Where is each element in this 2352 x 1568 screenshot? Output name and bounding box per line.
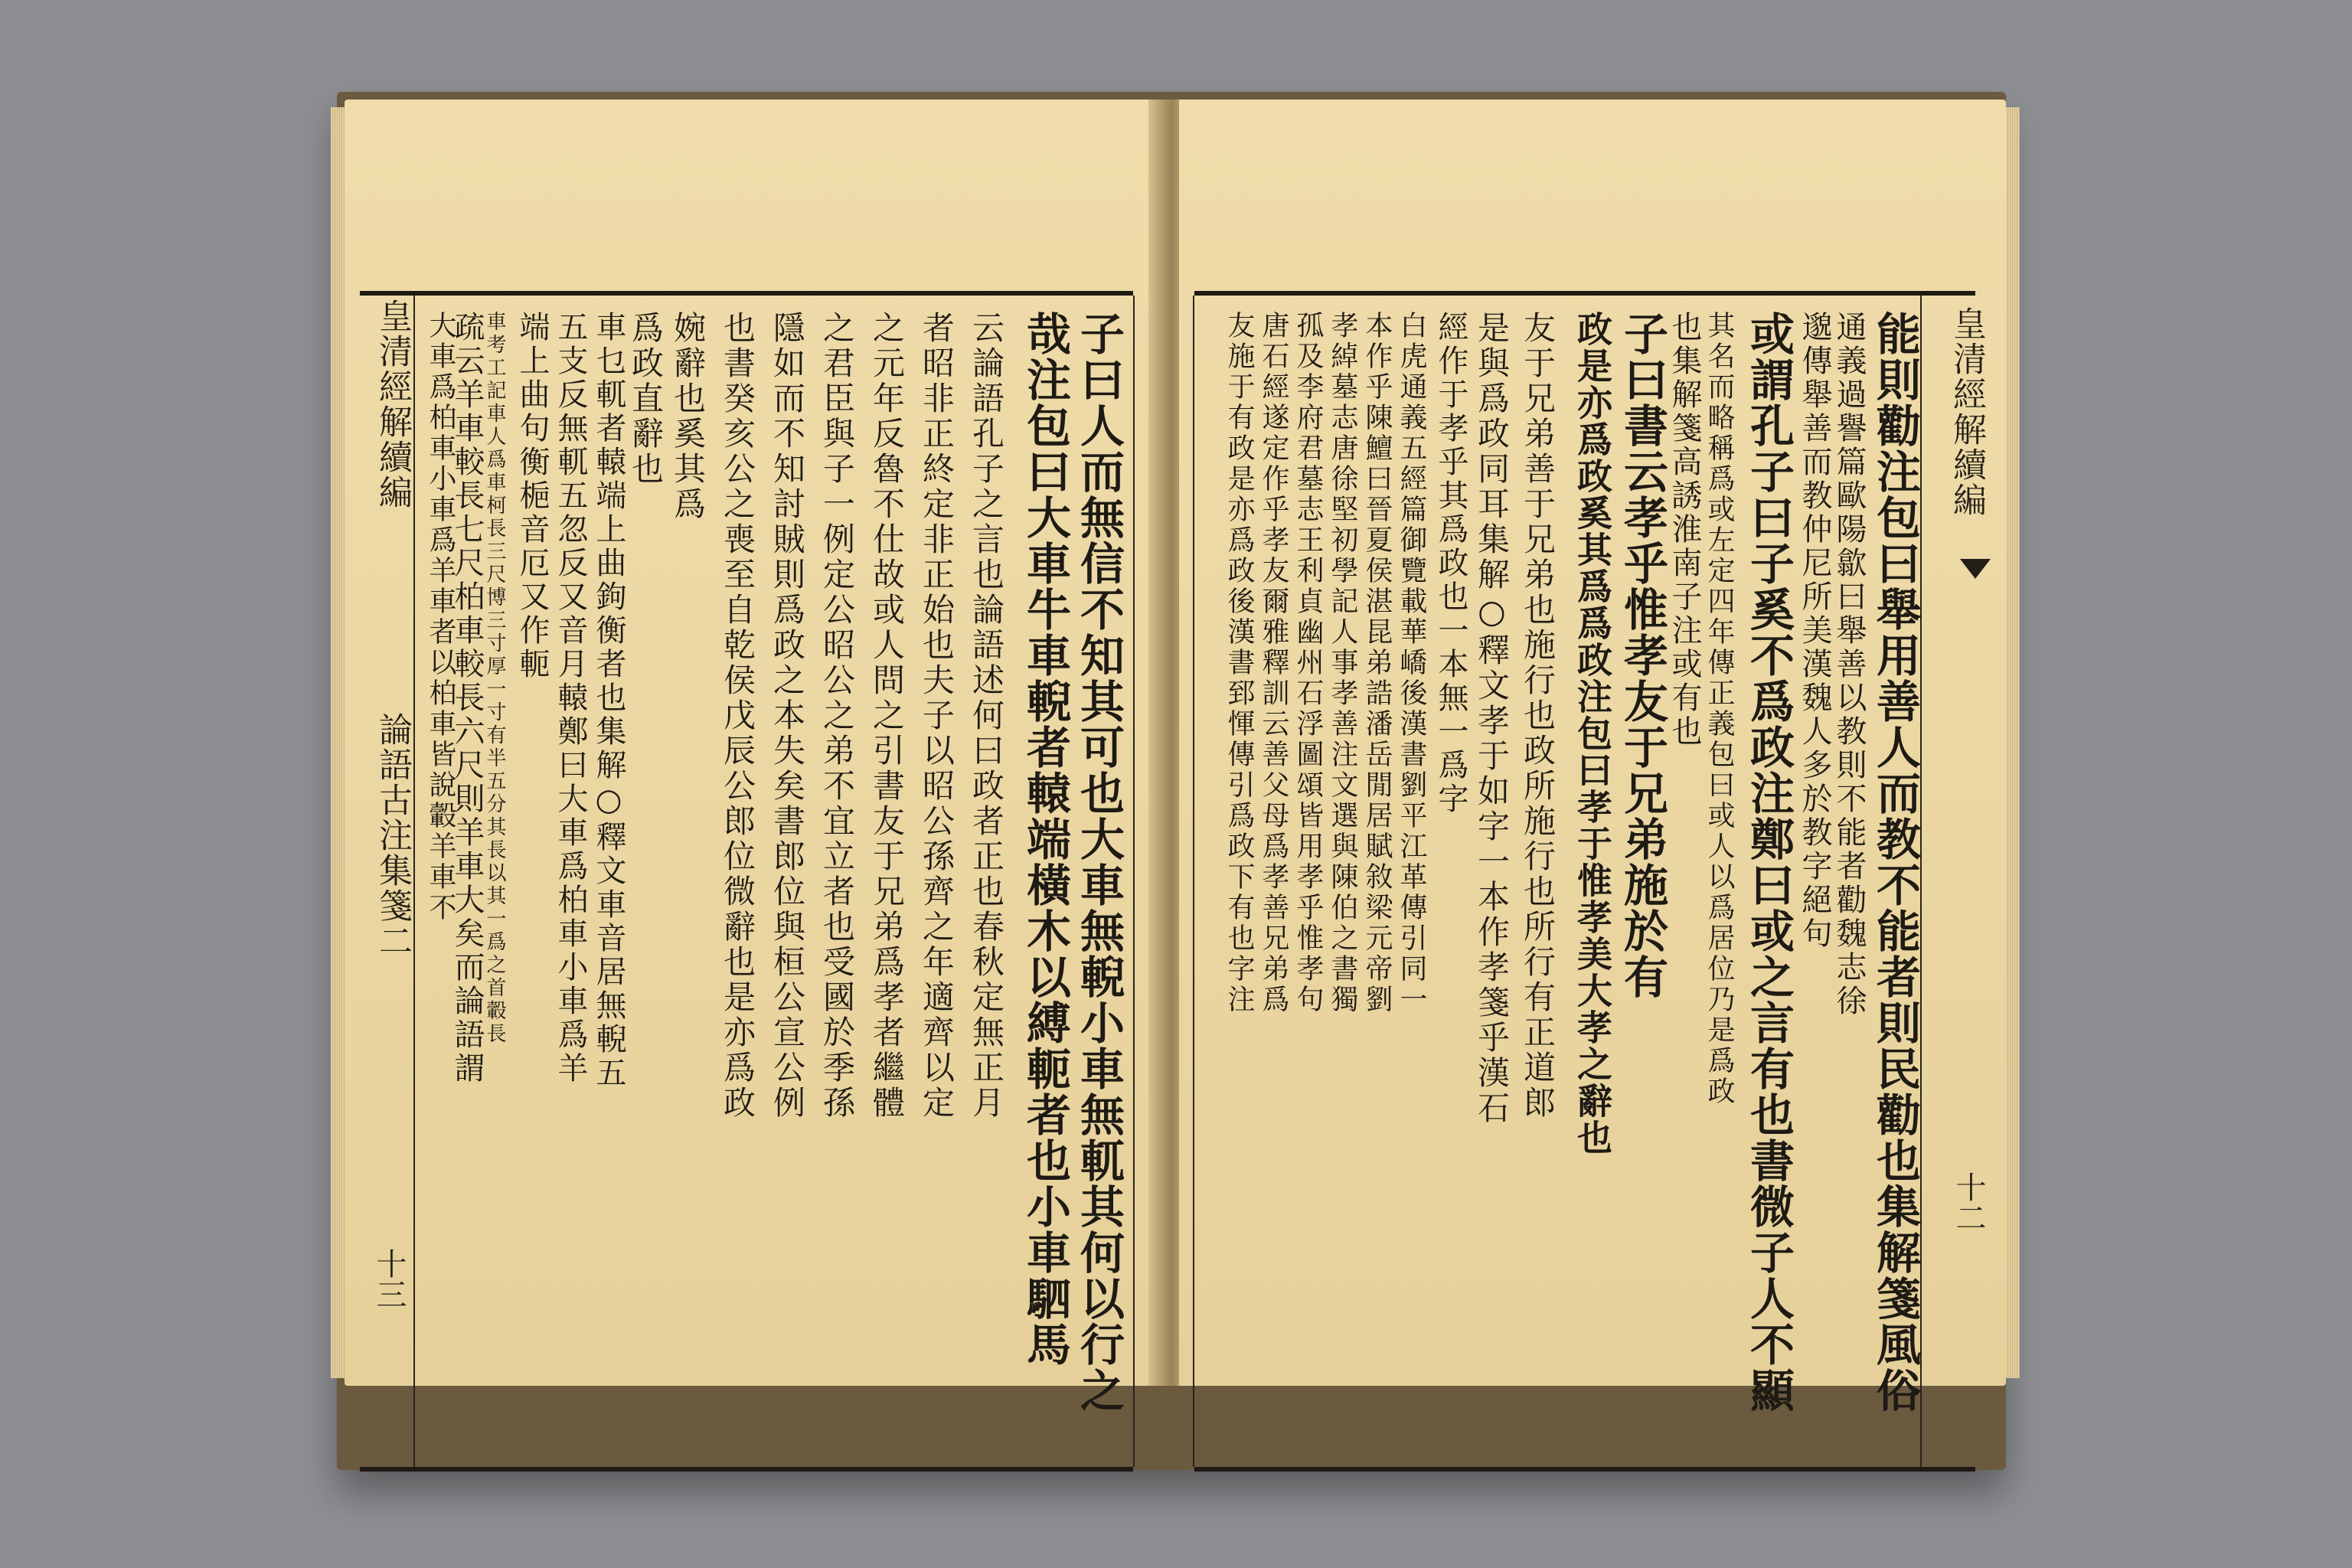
left-text-frame (360, 291, 1133, 1472)
right-text-frame (1194, 291, 1975, 1472)
text-column: 孝綽墓志唐徐堅初學記人事孝善注文選與陳伯之書獨 (1327, 311, 1358, 1015)
text-column: 之元年反魯不仕故或人問之引書友于兄弟爲孝者繼體 (868, 311, 906, 1121)
right-folio: 十二 (1951, 1171, 1986, 1233)
commentary-column: 邈傳舉善而教仲尼所美漢魏人多於教字絕句 (1797, 311, 1832, 951)
text-column: 本作乎陳鱣曰晉夏侯湛昆弟誥潘岳閒居賦敘梁元帝劉 (1361, 311, 1393, 1015)
commentary-column: 端上曲句衡梔音厄又作軛 (514, 311, 550, 681)
commentary-column: 車乜軏者轅端上曲鉤衡者也集解○釋文車音居無輗五 (591, 311, 626, 1090)
text-column: 之君臣與子一例定公昭公之弟不宜立者也受國於季孫 (818, 311, 856, 1121)
commentary-column: 其名而略稱爲或左定四年傳正義包曰或人以爲居位乃是爲政 (1704, 311, 1735, 1107)
commentary-column: 大車爲柏車小車爲羊車者以柏車皆說轂羊車不 (425, 311, 456, 923)
text-column: 友施于有政是亦爲政後漢書郅惲傳引爲政下有也字注 (1223, 311, 1255, 1015)
commentary-column: 通義過譽篇歐陽歙曰舉善以教則不能者勸魏志徐 (1831, 311, 1867, 1018)
text-column: 隱如而不知討賊則爲政之本失矣書郎位與桓公宣公例 (769, 311, 806, 1121)
column-rule (1133, 296, 1135, 1467)
commentary-column: 疏云羊車較長七尺柏車較長六尺則羊車大矣而論語謂 (449, 311, 485, 1086)
left-folio: 十三 (371, 1248, 407, 1309)
text-column: 是與爲政同耳集解○釋文孝于如字一本作孝箋乎漢石 (1473, 311, 1511, 1126)
commentary-column: 五支反無軏五忽反又音月轅鄭曰大車爲柏車小車爲羊 (553, 311, 588, 1086)
page-edge (331, 107, 345, 1378)
text-column: 爲政直辭也 (627, 311, 665, 487)
text-column: 也書癸亥公之喪至自乾侯戊辰公郎位微辭也是亦爲政 (719, 311, 756, 1121)
text-column: 唐石經遂定作乎孝友爾雅釋訓云善父母爲孝善兄弟爲 (1258, 311, 1289, 1015)
page-edge (2006, 107, 2020, 1378)
text-column: 白虎通義五經篇御覽載華嶠後漢書劉平江革傳引同一 (1396, 311, 1427, 1015)
commentary-column: 車考工記車人爲車柯長三尺博三寸厚一寸有半五分其長以其一爲之首轂長 (483, 311, 506, 1046)
text-column: 婉辭也奚其爲 (669, 311, 707, 522)
text-column: 友于兄弟善于兄弟也施行也政所施行也所行有正道郎 (1519, 311, 1557, 1121)
main-text-column: 能則勸注包曰舉用善人而教不能者則民勸也集解箋風俗 (1869, 311, 1921, 1413)
main-text-column: 子曰人而無信不知其可也大車無輗小車無軏其何以行之 (1073, 311, 1125, 1413)
left-margin-subtitle: 論語古注集箋二 (373, 712, 412, 959)
text-column: 孤及李府君墓志王利貞幽州石浮圖頌皆用孝乎惟孝句 (1292, 311, 1324, 1015)
left-margin-title: 皇清經解續編 (373, 299, 412, 510)
column-rule (1193, 296, 1194, 1467)
main-text-column: 政是亦爲政奚其爲爲政注包曰孝于惟孝美大孝之辭也 (1572, 311, 1613, 1156)
right-page (1179, 100, 2006, 1413)
commentary-column: 經作于孝乎其爲政也一本無一爲字 (1433, 311, 1468, 816)
text-column: 云論語孔子之言也論語述何曰政者正也春秋定無正月 (968, 311, 1005, 1121)
main-text-column: 或謂孔子曰子奚不爲政注鄭曰或之言有也書微子人不顯 (1743, 311, 1795, 1413)
main-text-column: 哉注包曰大車牛車輗者轅端橫木以縛軛者也小車駟馬 (1019, 311, 1071, 1367)
left-page (345, 100, 1164, 1413)
right-margin-title: 皇清經解續編 (1947, 306, 1986, 518)
column-rule (413, 296, 415, 1467)
commentary-column: 也集解箋高誘淮南子注或有也 (1667, 311, 1702, 749)
main-text-column: 子曰書云孝乎惟孝友于兄弟施於有 (1616, 311, 1668, 1000)
text-column: 者昭非正終定非正始也夫子以昭公孫齊之年適齊以定 (918, 311, 956, 1121)
